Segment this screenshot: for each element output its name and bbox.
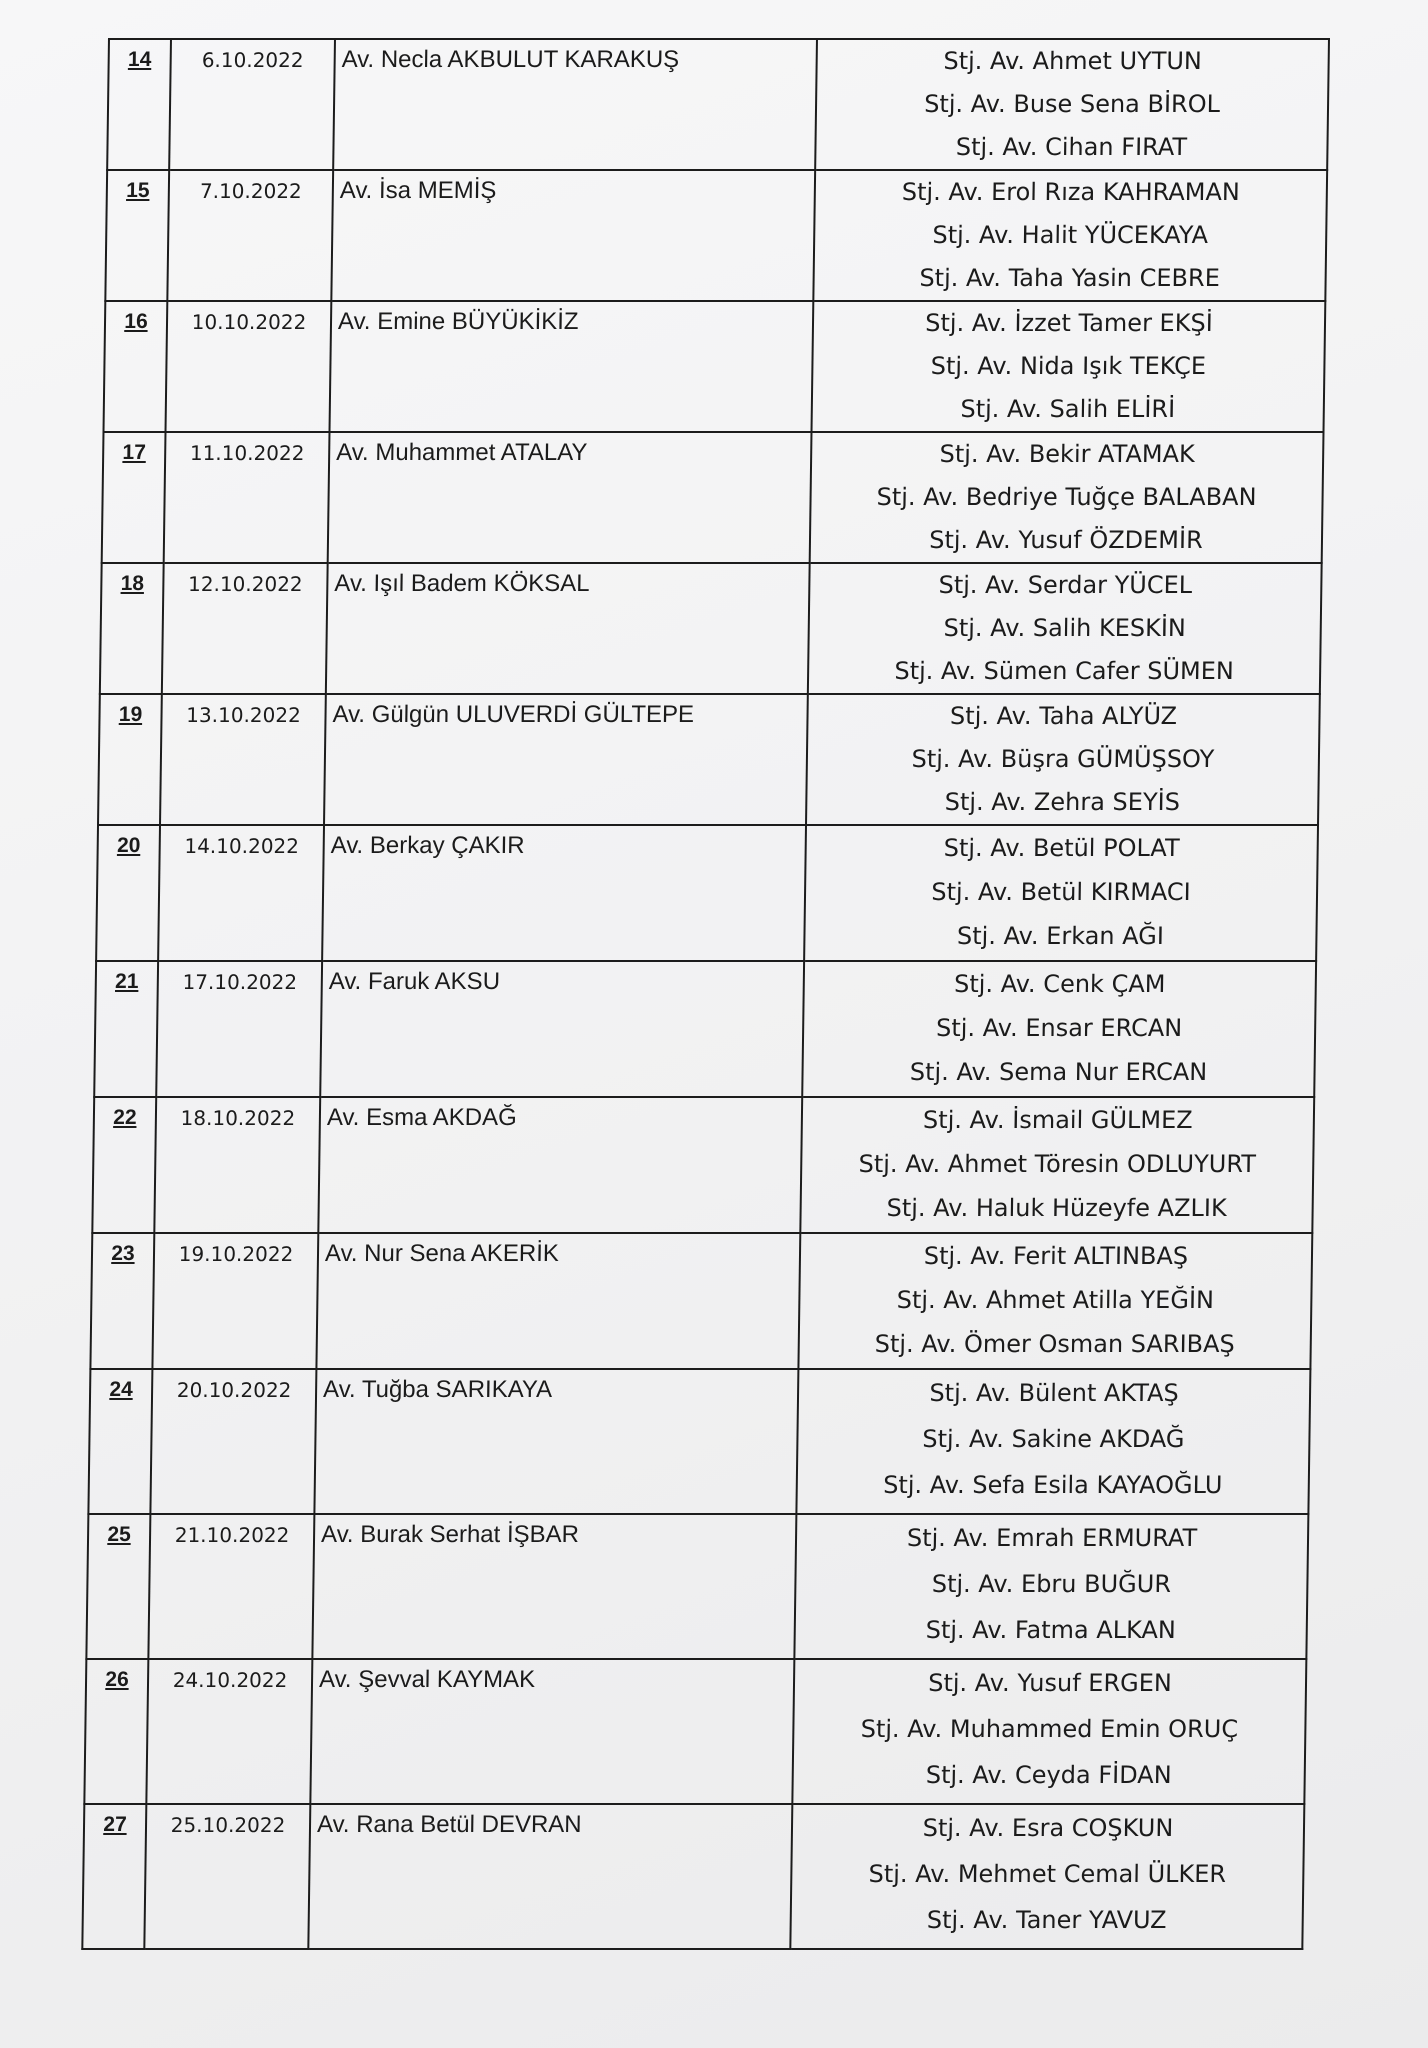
row-number-cell: [102, 432, 166, 563]
intern-name: Stj. Av. Ahmet Atilla YEĞİN: [896, 1286, 1215, 1314]
lawyer-cell: [312, 1514, 796, 1659]
intern-name: Stj. Av. Halit YÜCEKAYA: [932, 221, 1209, 249]
intern-name: Stj. Av. Betül POLAT: [943, 834, 1180, 862]
lawyer-name: Av. Rana Betül DEVRAN: [316, 1811, 582, 1838]
table-row: [96, 825, 1318, 961]
interns-cell: [796, 1369, 1310, 1514]
date: 19.10.2022: [178, 1242, 294, 1266]
date: 6.10.2022: [201, 48, 304, 72]
row-number-cell: [100, 563, 164, 694]
intern-name: Stj. Av. Ömer Osman SARIBAŞ: [874, 1330, 1235, 1358]
table-row: [88, 1369, 1310, 1514]
date: 14.10.2022: [184, 834, 300, 858]
row-number: 24: [109, 1378, 133, 1401]
row-number: 27: [103, 1813, 127, 1836]
intern-name: Stj. Av. Esra COŞKUN: [922, 1814, 1174, 1842]
lawyer-name: Av. Şevval KAYMAK: [318, 1666, 536, 1693]
intern-name: Stj. Av. Ensar ERCAN: [935, 1014, 1183, 1042]
row-number-cell: [84, 1659, 148, 1804]
interns-cell: [798, 1233, 1312, 1369]
lawyer-cell: [318, 1097, 802, 1233]
lawyer-name: Av. Tuğba SARIKAYA: [322, 1376, 553, 1403]
intern-name: Stj. Av. Serdar YÜCEL: [938, 571, 1193, 599]
intern-name: Stj. Av. Emrah ERMURAT: [906, 1524, 1198, 1552]
lawyer-cell: [314, 1369, 798, 1514]
date: 24.10.2022: [172, 1668, 288, 1692]
interns-cell: [806, 694, 1320, 825]
date-cell: [154, 1097, 320, 1233]
row-number: 16: [124, 310, 148, 333]
intern-name: Stj. Av. Cihan FIRAT: [955, 133, 1188, 161]
intern-name: Stj. Av. Salih ELİRİ: [960, 395, 1176, 423]
table-row: [100, 563, 1322, 694]
interns-cell: [790, 1804, 1304, 1949]
intern-name: Stj. Av. Sefa Esila KAYAOĞLU: [882, 1471, 1223, 1499]
lawyer-name: Av. Berkay ÇAKIR: [330, 832, 525, 859]
date-cell: [148, 1514, 314, 1659]
row-number: 26: [105, 1668, 129, 1691]
lawyer-cell: [324, 694, 808, 825]
date-cell: [162, 563, 328, 694]
table-row: [107, 39, 1329, 170]
lawyer-cell: [328, 432, 812, 563]
date-cell: [169, 39, 335, 170]
lawyer-name: Av. Necla AKBULUT KARAKUŞ: [341, 46, 680, 73]
row-number-cell: [88, 1369, 152, 1514]
row-number-cell: [82, 1804, 146, 1949]
table-row: [103, 301, 1325, 432]
date-cell: [164, 432, 330, 563]
table-row: [84, 1659, 1306, 1804]
lawyer-name: Av. Gülgün ULUVERDİ GÜLTEPE: [332, 701, 695, 728]
intern-name: Stj. Av. Taha Yasin CEBRE: [919, 264, 1221, 292]
row-number: 21: [114, 970, 139, 993]
row-number-cell: [105, 170, 169, 301]
intern-name: Stj. Av. Betül KIRMACI: [931, 878, 1191, 906]
date-cell: [144, 1804, 310, 1949]
intern-name: Stj. Av. Cenk ÇAM: [953, 970, 1166, 998]
intern-name: Stj. Av. Buse Sena BİROL: [923, 90, 1221, 118]
intern-name: Stj. Av. Ebru BUĞUR: [931, 1570, 1172, 1598]
intern-name: Stj. Av. Ferit ALTINBAŞ: [923, 1242, 1189, 1270]
interns-cell: [815, 39, 1329, 170]
lawyer-cell: [310, 1659, 794, 1804]
lawyer-name: Av. Burak Serhat İŞBAR: [320, 1521, 580, 1548]
intern-name: Stj. Av. Zehra SEYİS: [944, 788, 1181, 816]
interns-cell: [808, 563, 1322, 694]
lawyer-cell: [316, 1233, 800, 1369]
date-cell: [146, 1659, 312, 1804]
interns-cell: [810, 432, 1324, 563]
intern-name: Stj. Av. Büşra GÜMÜŞSOY: [911, 745, 1215, 773]
row-number-cell: [94, 961, 158, 1097]
date: 13.10.2022: [186, 703, 301, 727]
intern-name: Stj. Av. Ahmet Töresin ODLUYURT: [858, 1150, 1257, 1178]
date-cell: [160, 694, 326, 825]
interns-cell: [802, 961, 1316, 1097]
date-cell: [156, 961, 322, 1097]
table-row: [102, 432, 1324, 563]
lawyer-name: Av. Faruk AKSU: [328, 968, 501, 995]
intern-name: Stj. Av. Yusuf ERGEN: [928, 1669, 1173, 1697]
intern-name: Stj. Av. Taner YAVUZ: [926, 1906, 1167, 1934]
lawyer-cell: [326, 563, 810, 694]
row-number-cell: [98, 694, 162, 825]
intern-name: Stj. Av. Yusuf ÖZDEMİR: [929, 526, 1203, 554]
intern-name: Stj. Av. İsmail GÜLMEZ: [922, 1106, 1193, 1134]
lawyer-name: Av. Muhammet ATALAY: [336, 439, 588, 466]
row-number: 25: [107, 1523, 131, 1546]
interns-cell: [804, 825, 1318, 961]
intern-name: Stj. Av. Bedriye Tuğçe BALABAN: [876, 483, 1257, 511]
table-row: [98, 694, 1320, 825]
intern-name: Stj. Av. Fatma ALKAN: [925, 1616, 1177, 1644]
row-number: 19: [118, 703, 143, 726]
duty-schedule-table: [81, 38, 1330, 1950]
date: 25.10.2022: [170, 1813, 286, 1837]
intern-name: Stj. Av. Taha ALYÜZ: [949, 702, 1178, 730]
date: 17.10.2022: [182, 970, 298, 994]
date-cell: [150, 1369, 316, 1514]
table-row: [92, 1097, 1314, 1233]
table-row: [86, 1514, 1308, 1659]
row-number: 20: [116, 834, 141, 857]
intern-name: Stj. Av. Ahmet UYTUN: [943, 47, 1203, 75]
intern-name: Stj. Av. Salih KESKİN: [943, 614, 1187, 642]
date: 20.10.2022: [176, 1378, 292, 1402]
row-number: 14: [127, 48, 152, 71]
date: 7.10.2022: [199, 179, 302, 203]
intern-name: Stj. Av. Sema Nur ERCAN: [909, 1058, 1208, 1086]
row-number-cell: [90, 1233, 154, 1369]
lawyer-name: Av. Nur Sena AKERİK: [324, 1240, 560, 1267]
interns-cell: [813, 170, 1327, 301]
table-row: [90, 1233, 1312, 1369]
intern-name: Stj. Av. Haluk Hüzeyfe AZLIK: [886, 1194, 1227, 1222]
intern-name: Stj. Av. Bülent AKTAŞ: [929, 1379, 1179, 1407]
row-number: 22: [113, 1106, 137, 1129]
lawyer-cell: [320, 961, 804, 1097]
lawyer-cell: [333, 39, 817, 170]
row-number: 15: [126, 179, 150, 202]
interns-cell: [811, 301, 1325, 432]
interns-cell: [792, 1659, 1306, 1804]
interns-cell: [794, 1514, 1308, 1659]
date: 18.10.2022: [180, 1106, 296, 1130]
date: 21.10.2022: [174, 1523, 290, 1547]
table-row: [82, 1804, 1304, 1949]
row-number: 23: [111, 1242, 135, 1265]
row-number-cell: [103, 301, 167, 432]
row-number: 17: [122, 441, 147, 464]
lawyer-cell: [322, 825, 806, 961]
intern-name: Stj. Av. Erkan AĞI: [956, 922, 1165, 950]
intern-name: Stj. Av. Nida Işık TEKÇE: [930, 352, 1207, 380]
intern-name: Stj. Av. Mehmet Cemal ÜLKER: [868, 1860, 1227, 1888]
lawyer-cell: [308, 1804, 792, 1949]
lawyer-name: Av. Esma AKDAĞ: [326, 1104, 517, 1131]
row-number-cell: [96, 825, 160, 961]
row-number-cell: [92, 1097, 156, 1233]
table-row: [105, 170, 1327, 301]
date-cell: [165, 301, 331, 432]
row-number-cell: [107, 39, 171, 170]
date-cell: [167, 170, 333, 301]
date: 11.10.2022: [189, 441, 305, 465]
intern-name: Stj. Av. Muhammed Emin ORUÇ: [860, 1715, 1239, 1743]
intern-name: Stj. Av. Sakine AKDAĞ: [922, 1425, 1185, 1453]
lawyer-name: Av. İsa MEMİŞ: [339, 177, 497, 204]
intern-name: Stj. Av. Sümen Cafer SÜMEN: [894, 657, 1235, 685]
table-row: [94, 961, 1316, 1097]
lawyer-cell: [329, 301, 813, 432]
date-cell: [152, 1233, 318, 1369]
intern-name: Stj. Av. İzzet Tamer EKŞİ: [925, 309, 1213, 337]
date: 10.10.2022: [191, 310, 307, 334]
row-number: 18: [120, 572, 145, 595]
row-number-cell: [86, 1514, 150, 1659]
lawyer-name: Av. Emine BÜYÜKİKİZ: [337, 308, 579, 335]
lawyer-cell: [331, 170, 815, 301]
intern-name: Stj. Av. Bekir ATAMAK: [939, 440, 1195, 468]
date: 12.10.2022: [187, 572, 303, 596]
interns-cell: [800, 1097, 1314, 1233]
lawyer-name: Av. Işıl Badem KÖKSAL: [334, 570, 590, 597]
intern-name: Stj. Av. Ceyda FİDAN: [925, 1761, 1172, 1789]
date-cell: [158, 825, 324, 961]
intern-name: Stj. Av. Erol Rıza KAHRAMAN: [901, 178, 1240, 206]
